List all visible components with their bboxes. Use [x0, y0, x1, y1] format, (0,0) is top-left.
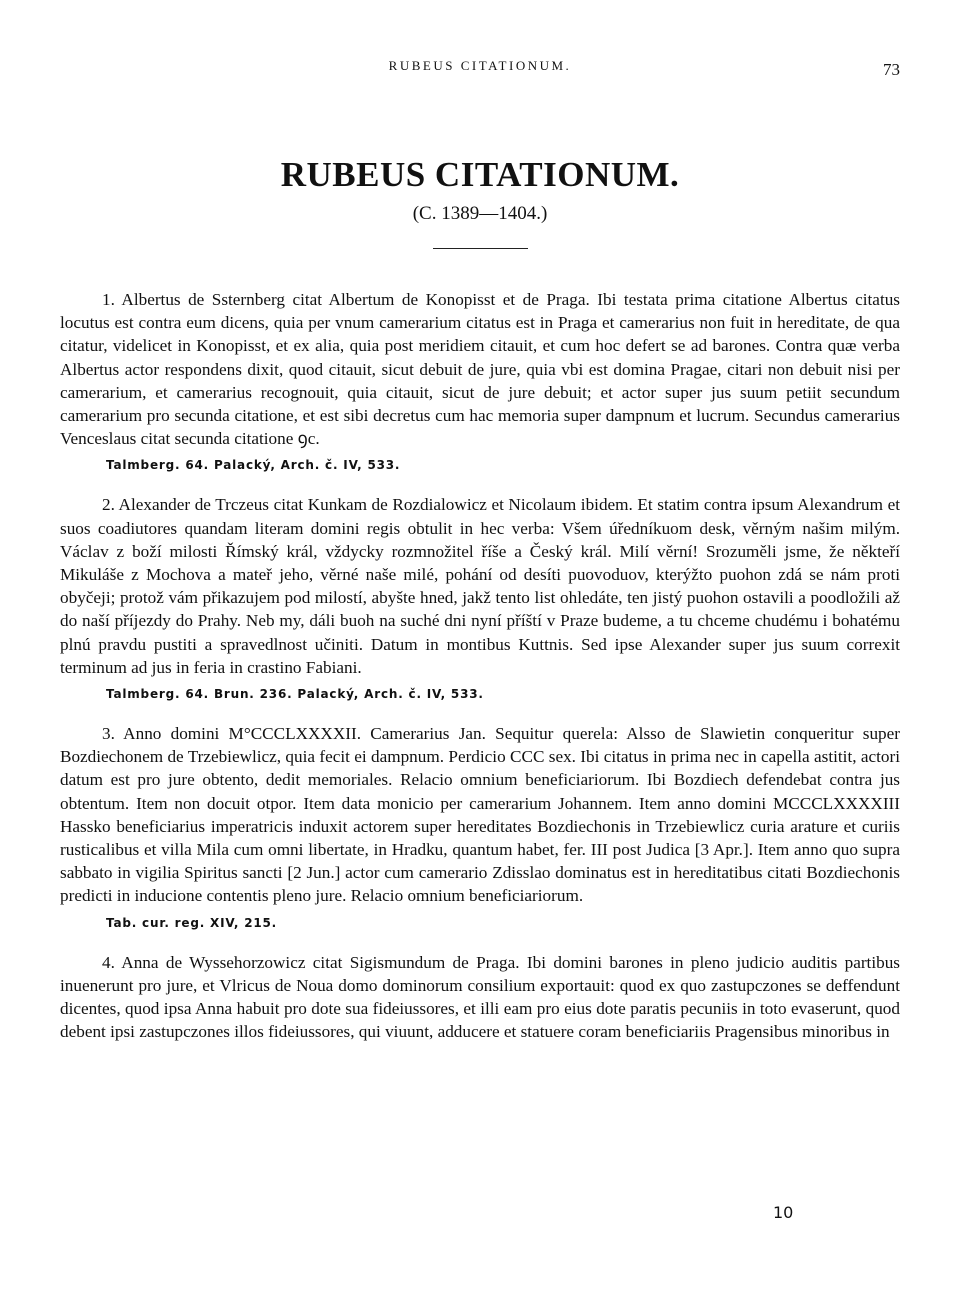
entry-text: 2. Alexander de Trczeus citat Kunkam de Rozdialowicz et Nicolaum ibidem. Et statim contra ipsum Alexandrum et suos coadiutores quandam literam domini regis obtulit in hec verba: Všem úředníkuom desk, věrným našim milým. Václav z boží milosti Římský král, vždycky rozmnožitel říše a Český král. Milí věrní! Srozuměli jsme, že někteří Mikuláše z Mochova a mateř jeho, věrné naše milé, pohání od desíti puovoduov, kterýžto puohon zdá se nám proti obyčeji; protož vám přikazujem pod milostí, abyšte hned, jakž tento list ohledáte, ten jistý puohon ostavili a poodložili až do naší příjezdy do Prahy. Neb my, dáli buoh na suché dni nyní příští v Praze budeme, a tu chceme chudému i bohatému plnú pravdu pustiti a spravedlnost učiniti. Datum in montibus Kuttnis. Sed ipse Alexander super jus suum correxit terminum ad jus in feria in crastino Fabiani. [60, 495, 900, 677]
entry-4 [60, 951, 900, 1044]
page-number: 73 [883, 60, 900, 79]
entry-3 [60, 722, 900, 931]
entry-text: 4. Anna de Wyssehorzowicz citat Sigismundum de Praga. Ibi domini barones in pleno judicio auditis partibus inuenerunt pro jure, et Vlricus de Noua domo dominorum consilium exportauit: quod ex quo zastupczones se deffendunt dicentes, quod ipsa Anna habuit pro dote sua fideiussores, et illi eam pro eius dote paratis pecuniis in toto evaserunt, quod debent ipsi zastupczones illos fideiussores, qui viuunt, adducere et statuere coram beneficiariis Pragensibus minoribus in [60, 952, 900, 1042]
title-divider [433, 248, 528, 249]
entry-1 [60, 288, 900, 473]
entry-text: 3. Anno domini M°CCCLXXXXII. Camerarius Jan. Sequitur querela: Alsso de Slawietin conqueritur super Bozdiechonem de Trzebiewlicz, quia fecit ei dampnum. Perdicio CCC sex. Ibi citatus in prima nec in capella astitit, actori datum est pro jure obtento, dedit memoriales. Relacio omnium beneficiariorum. Ibi Bozdiech defendebat contra jus obtentum. Item non docuit otpor. Item data monicio per camerarium Johannem. Item anno domini MCCCLXXXXIII Hassko beneficiarius imperatricis induxit actorem super hereditates Bozdiechonis in Trzebiewlicz curia arature et curiis rusticalibus et villa Mila cum omni libertate, in Hradku, quantum habet, fer. III post Judica [3 Apr.]. Item anno quo supra sabbato in vigilia Spiritus sancti [2 Jun.] actor cum camerario Zdisslao dominatus est in hereditatibus citati Bozdiechonis predicti in inducione contentis pleno jure. Relacio omnium beneficiariorum. [60, 724, 900, 906]
document-page [60, 0, 900, 1299]
entry-source: Talmberg. 64. Palacký, Arch. č. IV, 533. [106, 458, 401, 473]
signature-mark: 10 [773, 1203, 794, 1222]
entry-source: Talmberg. 64. Brun. 236. Palacký, Arch. č. IV, 533. [106, 687, 484, 702]
page-title: RUBEUS CITATIONUM. [280, 155, 680, 194]
date-range: (C. 1389—1404.) [412, 203, 548, 224]
entry-text: 1. Albertus de Ssternberg citat Albertum de Konopisst et de Praga. Ibi testata prima citatione Albertus citatus locutus est contra eum dicens, quia per vnum camerarium citatus est in Praga et camerarius non fuit in hereditate, de qua citatur, videlicet in Konopisst, et ex alia, quia post meridiem citauit, et cum hoc defert se ad barones. Contra quæ verba Albertus actor respondens dixit, quod citauit, sicut debuit de jure, quia vbi est domina Pragae, citari non debuit nisi per camerarium, et camerarius recognouit, quia citauit, sicut de jure debuit; et actor super jus suum petiit secundum camerarium pro secunda citatione, et est sibi decretus cum hac memoria super dampnum et lucrum. Secundus camerarius Venceslaus citat secunda citatione ꝯc. [60, 290, 900, 449]
entry-source: Tab. cur. reg. XIV, 215. [106, 915, 278, 930]
running-title: RUBEUS CITATIONUM. [388, 58, 572, 73]
entry-2 [60, 493, 900, 702]
document-body [60, 288, 900, 1043]
